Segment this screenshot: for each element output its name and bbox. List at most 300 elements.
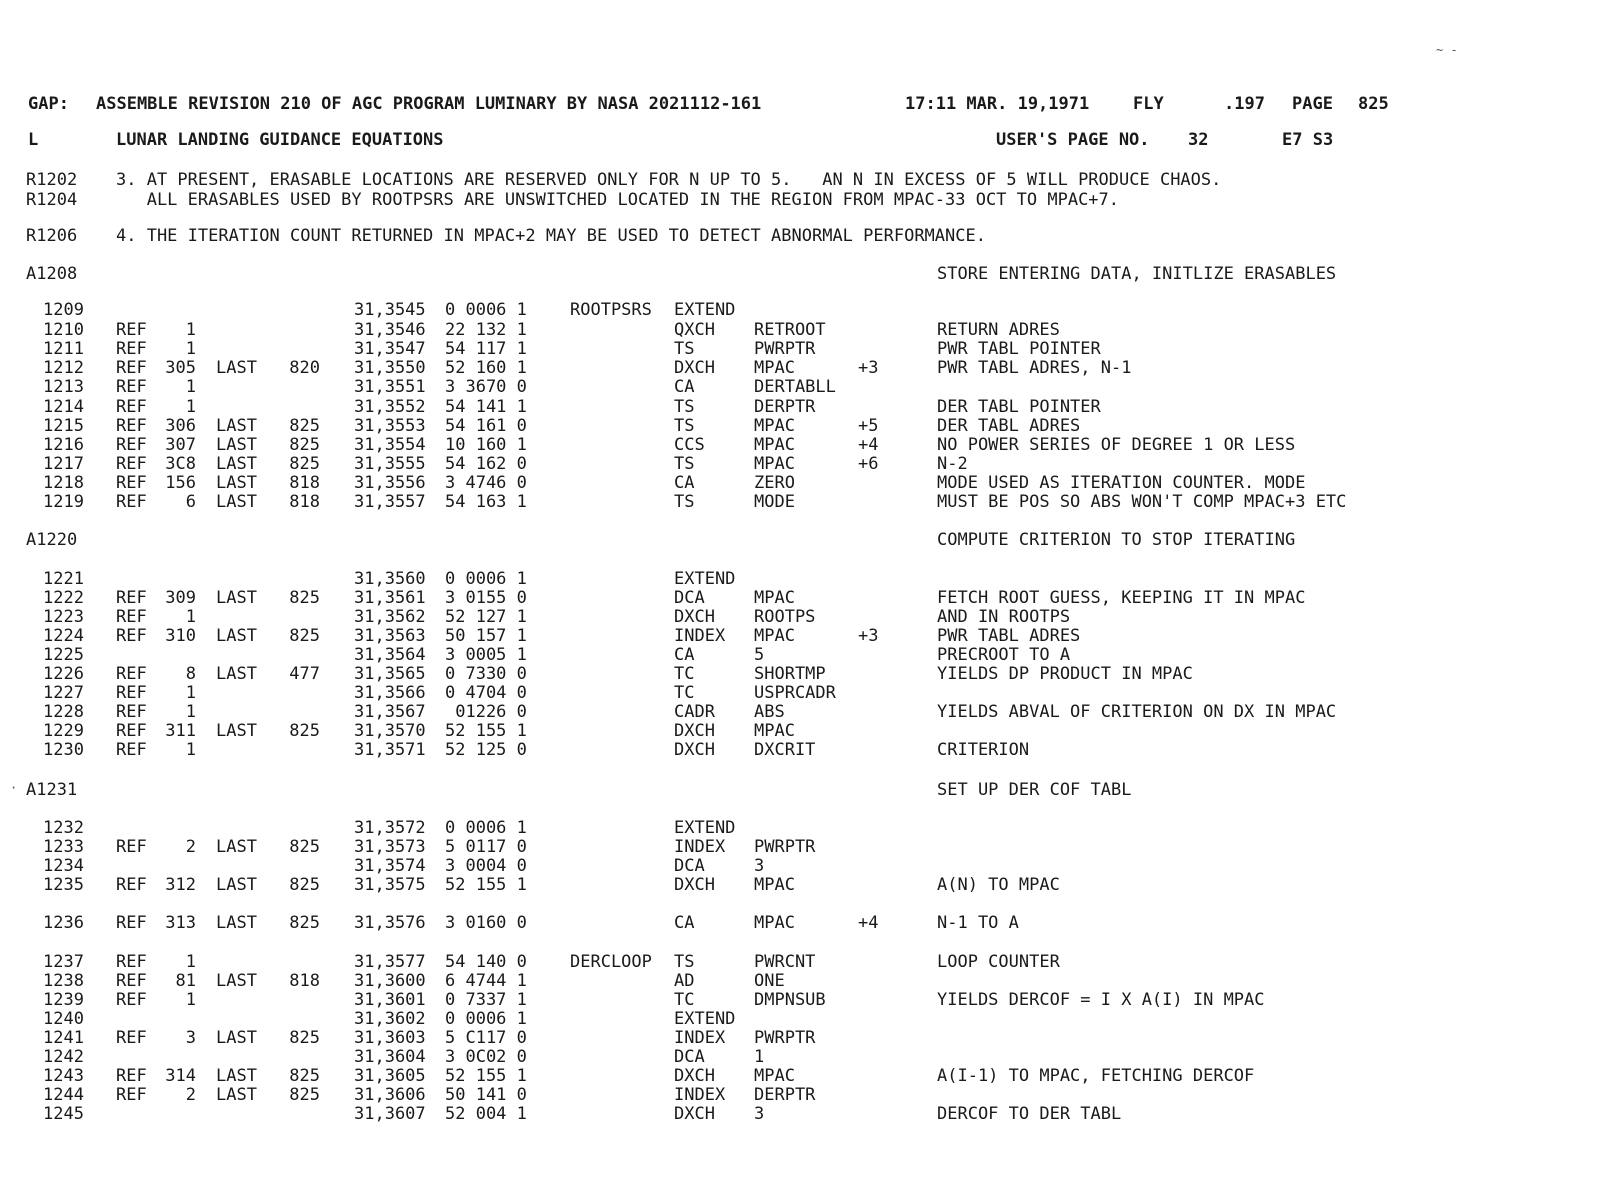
address: 31,3566 <box>354 683 426 703</box>
line-number: 1212 <box>43 358 84 378</box>
octal-code: 0 0006 1 <box>445 818 527 838</box>
last-label: LAST <box>216 664 257 684</box>
octal-code: 0 0006 1 <box>445 300 527 320</box>
opcode: TS <box>674 397 695 417</box>
line-number: 1242 <box>43 1047 84 1067</box>
address: 31,3573 <box>354 837 426 857</box>
last-page: 820 <box>289 358 320 378</box>
operand: MPAC <box>754 1066 795 1086</box>
opcode: CA <box>674 913 695 933</box>
octal-code: 52 155 1 <box>445 721 527 741</box>
line-number: 1209 <box>43 300 84 320</box>
last-label: LAST <box>216 358 257 378</box>
operand: PWRPTR <box>754 1028 816 1048</box>
ref-label: REF <box>116 492 147 512</box>
opcode: AD <box>674 971 695 991</box>
comment: DER TABL ADRES <box>937 416 1081 436</box>
octal-code: 54 140 0 <box>445 952 527 972</box>
operand: PWRCNT <box>754 952 816 972</box>
ref-label: REF <box>116 320 147 340</box>
ref-count: 307 <box>165 435 196 455</box>
ref-label: REF <box>116 913 147 933</box>
line-number: 1226 <box>43 664 84 684</box>
ref-count: 1 <box>185 990 196 1010</box>
last-page: 825 <box>289 454 320 474</box>
opcode: QXCH <box>674 320 715 340</box>
last-label: LAST <box>216 492 257 512</box>
octal-code: 54 141 1 <box>445 397 527 417</box>
line-number: 1230 <box>43 740 84 760</box>
last-label: LAST <box>216 875 257 895</box>
last-label: LAST <box>216 1085 257 1105</box>
operand: RETROOT <box>754 320 826 340</box>
opcode: EXTEND <box>674 300 736 320</box>
address: 31,3557 <box>354 492 426 512</box>
octal-code: 5 C117 0 <box>445 1028 527 1048</box>
opcode: DXCH <box>674 1066 715 1086</box>
ref-label: REF <box>116 397 147 417</box>
ref-label: REF <box>116 588 147 608</box>
operand: MPAC <box>754 358 795 378</box>
opcode: INDEX <box>674 626 726 646</box>
octal-code: 3 0004 0 <box>445 856 527 876</box>
operand: USPRCADR <box>754 683 836 703</box>
operand-offset: +3 <box>858 626 879 646</box>
ref-label: REF <box>116 607 147 627</box>
opcode: DXCH <box>674 1104 715 1124</box>
ref-label: REF <box>116 875 147 895</box>
opcode: DCA <box>674 856 705 876</box>
operand: 5 <box>754 645 765 665</box>
last-page: 818 <box>289 492 320 512</box>
section-line-number: A1220 <box>26 530 78 550</box>
address: 31,3602 <box>354 1009 426 1029</box>
address: 31,3574 <box>354 856 426 876</box>
ref-count: 156 <box>165 473 196 493</box>
opcode: DXCH <box>674 607 715 627</box>
ref-count: 3C8 <box>165 454 196 474</box>
address: 31,3606 <box>354 1085 426 1105</box>
line-number: 1233 <box>43 837 84 857</box>
operand-offset: +5 <box>858 416 879 436</box>
ref-count: 2 <box>185 1085 196 1105</box>
last-label: LAST <box>216 971 257 991</box>
line-number: 1239 <box>43 990 84 1010</box>
opcode: DXCH <box>674 875 715 895</box>
operand: ROOTPS <box>754 607 816 627</box>
opcode: TC <box>674 990 695 1010</box>
opcode: INDEX <box>674 837 726 857</box>
opcode: DCA <box>674 1047 705 1067</box>
address: 31,3564 <box>354 645 426 665</box>
last-page: 825 <box>289 626 320 646</box>
line-number: 1236 <box>43 913 84 933</box>
ref-label: REF <box>116 416 147 436</box>
last-page: 825 <box>289 913 320 933</box>
ref-count: 1 <box>185 740 196 760</box>
address: 31,3605 <box>354 1066 426 1086</box>
operand-offset: +6 <box>858 454 879 474</box>
opcode: EXTEND <box>674 569 736 589</box>
octal-code: 3 0C02 0 <box>445 1047 527 1067</box>
opcode: CADR <box>674 702 715 722</box>
line-number: 1244 <box>43 1085 84 1105</box>
address: 31,3572 <box>354 818 426 838</box>
opcode: TS <box>674 416 695 436</box>
opcode: TS <box>674 952 695 972</box>
octal-code: 52 160 1 <box>445 358 527 378</box>
ref-label: REF <box>116 358 147 378</box>
opcode: INDEX <box>674 1085 726 1105</box>
operand: MODE <box>754 492 795 512</box>
last-label: LAST <box>216 435 257 455</box>
line-number: 1227 <box>43 683 84 703</box>
last-page: 825 <box>289 1085 320 1105</box>
comment: DERCOF TO DER TABL <box>937 1104 1122 1124</box>
address: 31,3552 <box>354 397 426 417</box>
symbol-label: DERCLOOP <box>570 952 652 972</box>
opcode: INDEX <box>674 1028 726 1048</box>
comment: PWR TABL ADRES <box>937 626 1081 646</box>
section-comment: SET UP DER COF TABL <box>937 780 1132 800</box>
last-label: LAST <box>216 837 257 857</box>
comment: MODE USED AS ITERATION COUNTER. MODE <box>937 473 1306 493</box>
octal-code: 54 117 1 <box>445 339 527 359</box>
comment: N-2 <box>937 454 968 474</box>
section-line-number: A1231 <box>26 780 78 800</box>
address: 31,3545 <box>354 300 426 320</box>
users-page-number: 32 <box>1188 130 1209 150</box>
operand: ZERO <box>754 473 795 493</box>
octal-code: 3 4746 0 <box>445 473 527 493</box>
comment: A(N) TO MPAC <box>937 875 1060 895</box>
opcode: DXCH <box>674 358 715 378</box>
opcode: TS <box>674 454 695 474</box>
operand: 3 <box>754 856 765 876</box>
line-number: 1228 <box>43 702 84 722</box>
line-number: 1245 <box>43 1104 84 1124</box>
comment: FETCH ROOT GUESS, KEEPING IT IN MPAC <box>937 588 1306 608</box>
scan-mark: ~ - <box>1436 43 1458 57</box>
ref-count: 1 <box>185 320 196 340</box>
page-title: ASSEMBLE REVISION 210 OF AGC PROGRAM LUMINARY BY NASA 2021112-161 <box>96 94 762 114</box>
line-number: 1214 <box>43 397 84 417</box>
octal-code: 50 157 1 <box>445 626 527 646</box>
ref-count: 306 <box>165 416 196 436</box>
operand: ABS <box>754 702 785 722</box>
operand: MPAC <box>754 721 795 741</box>
line-number: 1237 <box>43 952 84 972</box>
comment: YIELDS DERCOF = I X A(I) IN MPAC <box>937 990 1265 1010</box>
comment: NO POWER SERIES OF DEGREE 1 OR LESS <box>937 435 1296 455</box>
address: 31,3603 <box>354 1028 426 1048</box>
operand: DMPNSUB <box>754 990 826 1010</box>
line-number: 1218 <box>43 473 84 493</box>
operand-offset: +4 <box>858 913 879 933</box>
last-label: LAST <box>216 626 257 646</box>
line-number: 1241 <box>43 1028 84 1048</box>
operand: ONE <box>754 971 785 991</box>
line-number: 1235 <box>43 875 84 895</box>
line-number: 1210 <box>43 320 84 340</box>
comment: CRITERION <box>937 740 1030 760</box>
address: 31,3554 <box>354 435 426 455</box>
operand: MPAC <box>754 416 795 436</box>
operand: DERTABLL <box>754 377 836 397</box>
ref-label: REF <box>116 971 147 991</box>
ref-count: 81 <box>175 971 196 991</box>
gap-label: GAP: <box>28 94 69 114</box>
address: 31,3567 <box>354 702 426 722</box>
address: 31,3551 <box>354 377 426 397</box>
last-page: 825 <box>289 435 320 455</box>
line-number: 1223 <box>43 607 84 627</box>
opcode: CA <box>674 645 695 665</box>
octal-code: 54 161 0 <box>445 416 527 436</box>
ref-count: 1 <box>185 339 196 359</box>
ref-count: 310 <box>165 626 196 646</box>
operand: DERPTR <box>754 1085 816 1105</box>
fly-label: FLY <box>1133 94 1164 114</box>
octal-code: 22 132 1 <box>445 320 527 340</box>
octal-code: 54 162 0 <box>445 454 527 474</box>
octal-code: 0 4704 0 <box>445 683 527 703</box>
address: 31,3562 <box>354 607 426 627</box>
remark-line-number: R1204 <box>26 190 78 210</box>
comment: MUST BE POS SO ABS WON'T COMP MPAC+3 ETC <box>937 492 1347 512</box>
ref-count: 313 <box>165 913 196 933</box>
ref-count: 314 <box>165 1066 196 1086</box>
opcode: CA <box>674 473 695 493</box>
last-page: 825 <box>289 1028 320 1048</box>
opcode: EXTEND <box>674 1009 736 1029</box>
ref-label: REF <box>116 683 147 703</box>
remark-text: 3. AT PRESENT, ERASABLE LOCATIONS ARE RESERVED ONLY FOR N UP TO 5. AN N IN EXCESS OF 5 WILL PRODUCE CHAOS. <box>116 170 1222 190</box>
comment: A(I-1) TO MPAC, FETCHING DERCOF <box>937 1066 1255 1086</box>
opcode: DXCH <box>674 740 715 760</box>
line-number: 1243 <box>43 1066 84 1086</box>
octal-code: 3 0005 1 <box>445 645 527 665</box>
ref-count: 3 <box>185 1028 196 1048</box>
operand-offset: +3 <box>858 358 879 378</box>
ref-count: 305 <box>165 358 196 378</box>
octal-code: 3 3670 0 <box>445 377 527 397</box>
octal-code: 52 155 1 <box>445 1066 527 1086</box>
opcode: DCA <box>674 588 705 608</box>
octal-code: 3 0160 0 <box>445 913 527 933</box>
comment: PRECROOT TO A <box>937 645 1071 665</box>
ref-label: REF <box>116 837 147 857</box>
address: 31,3550 <box>354 358 426 378</box>
last-page: 825 <box>289 1066 320 1086</box>
octal-code: 6 4744 1 <box>445 971 527 991</box>
section-comment: STORE ENTERING DATA, INITLIZE ERASABLES <box>937 264 1337 284</box>
octal-code: 0 0006 1 <box>445 569 527 589</box>
ref-label: REF <box>116 473 147 493</box>
octal-code: 54 163 1 <box>445 492 527 512</box>
opcode: TS <box>674 339 695 359</box>
line-number: 1213 <box>43 377 84 397</box>
address: 31,3555 <box>354 454 426 474</box>
last-label: LAST <box>216 473 257 493</box>
last-label: LAST <box>216 1066 257 1086</box>
comment: PWR TABL POINTER <box>937 339 1101 359</box>
operand: MPAC <box>754 875 795 895</box>
operand: DERPTR <box>754 397 816 417</box>
opcode: TC <box>674 683 695 703</box>
users-page-label: USER'S PAGE NO. <box>996 130 1150 150</box>
section-line-number: A1208 <box>26 264 78 284</box>
ref-count: 312 <box>165 875 196 895</box>
line-number: 1224 <box>43 626 84 646</box>
run-number: .197 <box>1224 94 1265 114</box>
ref-count: 6 <box>185 492 196 512</box>
address: 31,3546 <box>354 320 426 340</box>
address: 31,3547 <box>354 339 426 359</box>
comment: DER TABL POINTER <box>937 397 1101 417</box>
address: 31,3601 <box>354 990 426 1010</box>
address: 31,3561 <box>354 588 426 608</box>
ref-label: REF <box>116 702 147 722</box>
comment: N-1 TO A <box>937 913 1019 933</box>
last-page: 825 <box>289 588 320 608</box>
operand: MPAC <box>754 435 795 455</box>
ref-count: 309 <box>165 588 196 608</box>
octal-code: 0 7337 1 <box>445 990 527 1010</box>
opcode: TC <box>674 664 695 684</box>
line-number: 1219 <box>43 492 84 512</box>
last-page: 818 <box>289 971 320 991</box>
octal-code: 50 141 0 <box>445 1085 527 1105</box>
comment: YIELDS DP PRODUCT IN MPAC <box>937 664 1193 684</box>
last-label: LAST <box>216 416 257 436</box>
line-number: 1222 <box>43 588 84 608</box>
line-number: 1217 <box>43 454 84 474</box>
operand: MPAC <box>754 913 795 933</box>
octal-code: 0 7330 0 <box>445 664 527 684</box>
octal-code: 52 127 1 <box>445 607 527 627</box>
octal-code: 3 0155 0 <box>445 588 527 608</box>
address: 31,3600 <box>354 971 426 991</box>
last-page: 818 <box>289 473 320 493</box>
octal-code: 52 125 0 <box>445 740 527 760</box>
ref-count: 1 <box>185 702 196 722</box>
address: 31,3604 <box>354 1047 426 1067</box>
octal-code: 5 0117 0 <box>445 837 527 857</box>
line-number: 1215 <box>43 416 84 436</box>
remark-text: ALL ERASABLES USED BY ROOTPSRS ARE UNSWITCHED LOCATED IN THE REGION FROM MPAC-33 OCT TO MPAC+7. <box>116 190 1120 210</box>
ref-label: REF <box>116 1028 147 1048</box>
ref-count: 1 <box>185 377 196 397</box>
last-page: 825 <box>289 875 320 895</box>
address: 31,3570 <box>354 721 426 741</box>
remark-line-number: R1206 <box>26 226 78 246</box>
octal-code: 52 004 1 <box>445 1104 527 1124</box>
line-number: 1221 <box>43 569 84 589</box>
address: 31,3607 <box>354 1104 426 1124</box>
ref-label: REF <box>116 952 147 972</box>
address: 31,3571 <box>354 740 426 760</box>
octal-code: 10 160 1 <box>445 435 527 455</box>
address: 31,3563 <box>354 626 426 646</box>
ref-count: 1 <box>185 607 196 627</box>
comment: LOOP COUNTER <box>937 952 1060 972</box>
symbol-label: ROOTPSRS <box>570 300 652 320</box>
listing-type: L <box>28 130 39 150</box>
remark-line-number: R1202 <box>26 170 78 190</box>
timestamp: 17:11 MAR. 19,1971 <box>905 94 1090 114</box>
ref-label: REF <box>116 454 147 474</box>
opcode: CCS <box>674 435 705 455</box>
page-label: PAGE <box>1292 94 1333 114</box>
ref-label: REF <box>116 990 147 1010</box>
comment: YIELDS ABVAL OF CRITERION ON DX IN MPAC <box>937 702 1337 722</box>
ref-label: REF <box>116 1066 147 1086</box>
comment: AND IN ROOTPS <box>937 607 1071 627</box>
ref-label: REF <box>116 664 147 684</box>
operand: MPAC <box>754 588 795 608</box>
line-number: 1232 <box>43 818 84 838</box>
last-label: LAST <box>216 454 257 474</box>
ref-count: 8 <box>185 664 196 684</box>
opcode: DXCH <box>674 721 715 741</box>
last-label: LAST <box>216 1028 257 1048</box>
last-label: LAST <box>216 588 257 608</box>
operand: 3 <box>754 1104 765 1124</box>
line-number: 1225 <box>43 645 84 665</box>
scan-mark: · <box>10 781 18 795</box>
line-number: 1216 <box>43 435 84 455</box>
address: 31,3560 <box>354 569 426 589</box>
line-number: 1238 <box>43 971 84 991</box>
comment: RETURN ADRES <box>937 320 1060 340</box>
last-page: 825 <box>289 416 320 436</box>
octal-code: 01226 0 <box>445 702 527 722</box>
operand: 1 <box>754 1047 765 1067</box>
octal-code: 0 0006 1 <box>445 1009 527 1029</box>
octal-code: 52 155 1 <box>445 875 527 895</box>
line-number: 1240 <box>43 1009 84 1029</box>
sheet-code: E7 S3 <box>1282 130 1334 150</box>
ref-label: REF <box>116 377 147 397</box>
address: 31,3556 <box>354 473 426 493</box>
page-number: 825 <box>1358 94 1389 114</box>
comment: PWR TABL ADRES, N-1 <box>937 358 1132 378</box>
operand: SHORTMP <box>754 664 826 684</box>
operand: MPAC <box>754 626 795 646</box>
ref-label: REF <box>116 740 147 760</box>
section-title: LUNAR LANDING GUIDANCE EQUATIONS <box>116 130 444 150</box>
ref-label: REF <box>116 1085 147 1105</box>
ref-label: REF <box>116 626 147 646</box>
section-comment: COMPUTE CRITERION TO STOP ITERATING <box>937 530 1296 550</box>
ref-count: 1 <box>185 397 196 417</box>
line-number: 1234 <box>43 856 84 876</box>
last-label: LAST <box>216 721 257 741</box>
opcode: EXTEND <box>674 818 736 838</box>
ref-label: REF <box>116 435 147 455</box>
opcode: TS <box>674 492 695 512</box>
ref-count: 1 <box>185 683 196 703</box>
remark-text: 4. THE ITERATION COUNT RETURNED IN MPAC+2 MAY BE USED TO DETECT ABNORMAL PERFORMANCE. <box>116 226 986 246</box>
operand-offset: +4 <box>858 435 879 455</box>
operand: PWRPTR <box>754 339 816 359</box>
opcode: CA <box>674 377 695 397</box>
operand: MPAC <box>754 454 795 474</box>
line-number: 1211 <box>43 339 84 359</box>
address: 31,3565 <box>354 664 426 684</box>
ref-count: 1 <box>185 952 196 972</box>
